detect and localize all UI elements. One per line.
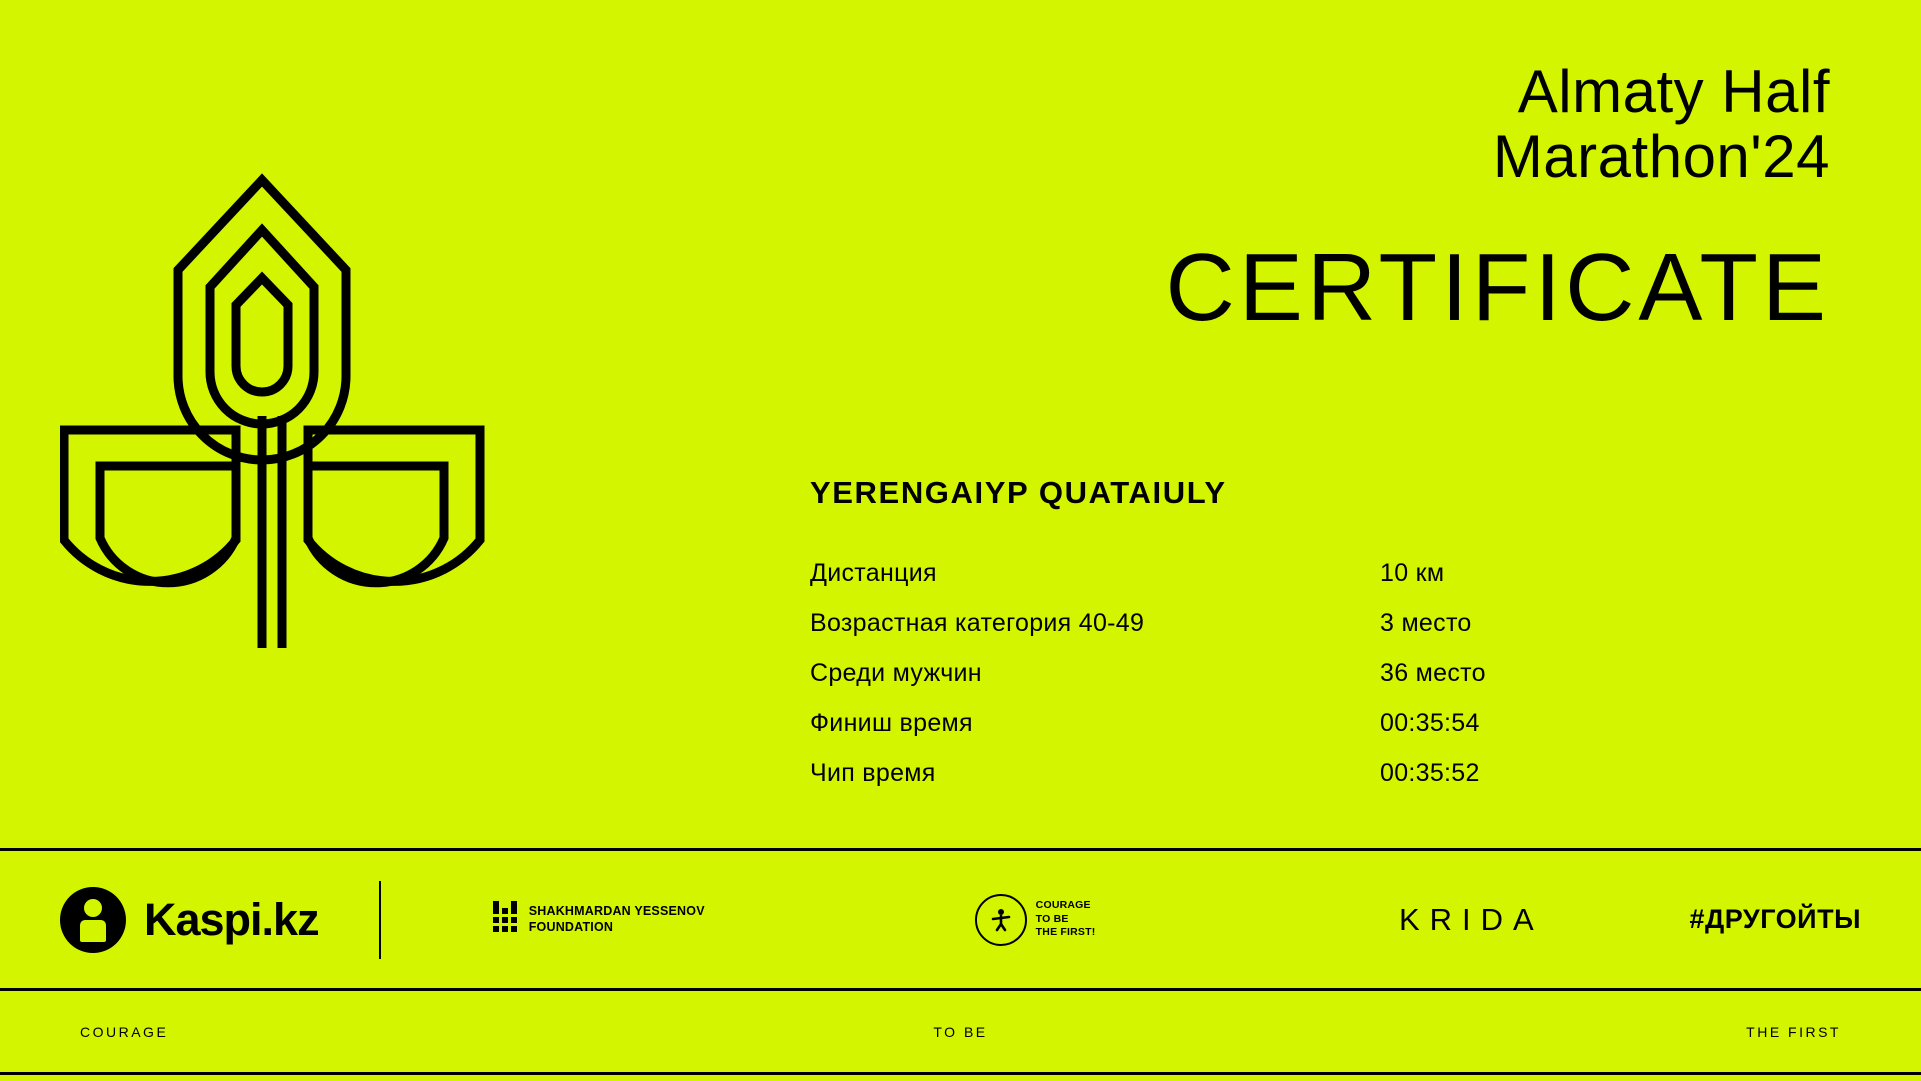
sponsor-bar [0, 848, 1921, 991]
yessenov-mark-icon [493, 908, 517, 932]
result-value: 00:35:52 [1380, 759, 1480, 787]
drugoity-hashtag: #ДРУГОЙТЫ [1689, 904, 1861, 934]
result-value: 10 км [1380, 559, 1445, 587]
sponsor-courage-fund [817, 894, 1253, 946]
participant-name: YERENGAIYP QUATAIULY [810, 475, 1227, 510]
result-label: Дистанция [810, 559, 937, 587]
tulip-logo-icon [60, 140, 580, 720]
result-row [810, 661, 1630, 686]
kaspi-logo [60, 887, 319, 953]
yessenov-label-line-1: SHAKHMARDAN YESSENOV [528, 903, 705, 918]
result-value: 3 место [1380, 609, 1472, 637]
result-value: 36 место [1380, 659, 1486, 687]
event-title-line-1: Almaty Half [1517, 58, 1830, 125]
footer-left-text: COURAGE [80, 1023, 169, 1040]
sponsor-krida [1253, 902, 1689, 938]
result-details [810, 475, 1630, 811]
sponsor-yessenov-foundation [381, 904, 817, 935]
result-label: Среди мужчин [810, 659, 982, 687]
result-label: Возрастная категория 40-49 [810, 609, 1145, 637]
courage-fund-mark-icon [975, 894, 1027, 946]
headline-block [780, 58, 1860, 341]
krida-wordmark: KRIDA [1398, 901, 1544, 937]
event-title [780, 60, 1860, 190]
yessenov-label-line-2: FOUNDATION [528, 919, 614, 934]
footer-center-text: TO BE [933, 1023, 988, 1040]
result-row [810, 611, 1630, 636]
courage-fund-line-3: THE FIRST! [1035, 926, 1096, 939]
courage-fund-line-1: COURAGE [1035, 899, 1091, 912]
result-value: 00:35:54 [1380, 709, 1480, 737]
result-label: Чип время [810, 759, 936, 787]
courage-fund-line-2: TO BE [1035, 912, 1069, 925]
event-title-line-2: Marathon'24 [1492, 122, 1830, 190]
result-row [810, 561, 1630, 586]
bottom-strip [0, 1075, 1921, 1078]
certificate-word: CERTIFICATE [1165, 233, 1830, 341]
footer-right-text: THE FIRST [1746, 1023, 1841, 1040]
footer-bar [0, 991, 1921, 1075]
kaspi-mark-icon [60, 887, 126, 953]
result-row [810, 761, 1630, 786]
result-row [810, 711, 1630, 736]
kaspi-wordmark: Kaspi.kz [144, 893, 319, 945]
result-label: Финиш время [810, 709, 973, 737]
